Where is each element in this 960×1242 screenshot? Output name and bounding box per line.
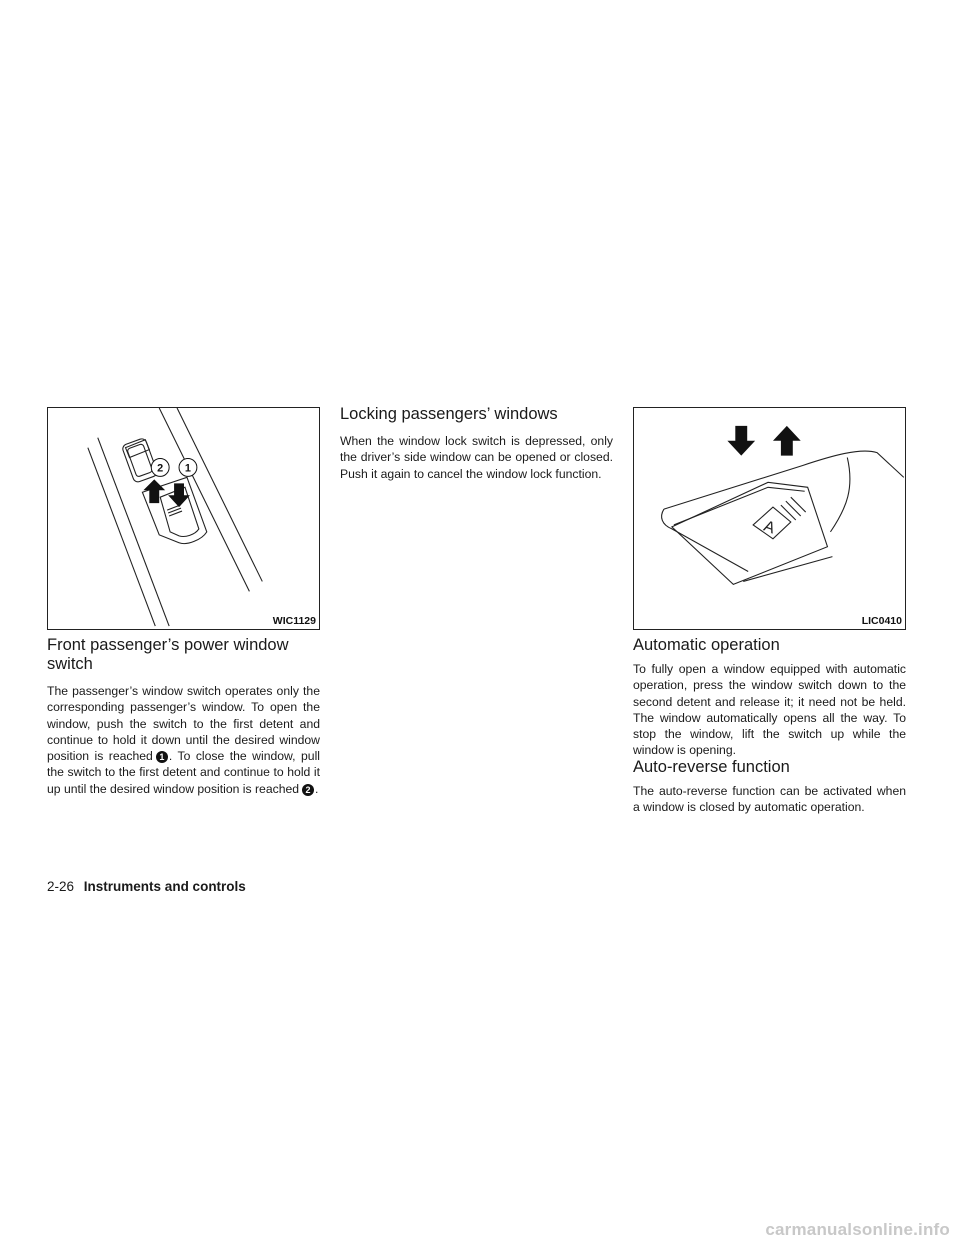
- heading-automatic-operation: Automatic operation: [633, 636, 780, 654]
- window-switch-illustration: [48, 408, 319, 629]
- svg-text:2: 2: [157, 462, 164, 475]
- svg-text:1: 1: [184, 462, 191, 475]
- paragraph-auto-reverse: The auto-reverse function can be activated when a window is closed by automatic operation.: [633, 784, 906, 815]
- auto-window-switch-illustration: [634, 408, 905, 629]
- heading-front-passenger-switch: Front passenger’s power window switch: [47, 636, 289, 673]
- svg-text:A: A: [761, 517, 778, 538]
- paragraph-front-passenger-switch: The passenger’s window switch operates only the corresponding passenger’s window. To open the window, push the switch to the first detent and continue to hold it down until the desired window position is reached 1 . To close the window, pull the switch to the first detent and continue to hold it up until the desired window position is reached 2 .: [47, 684, 320, 796]
- arrow-down-icon: [727, 426, 755, 456]
- arrow-down-icon: [168, 483, 190, 507]
- section-title: Instruments and controls: [83, 879, 246, 894]
- paragraph-automatic-operation: To fully open a window equipped with automatic operation, press the window switch down to the second detent and release it; it need not be held. The window automatically opens all the way. To stop the window, lift the switch up while the window is opening.: [633, 662, 906, 758]
- paragraph-locking-windows: When the window lock switch is depressed, only the driver’s side window can be opened or closed. Push it again to cancel the window lock function.: [340, 434, 613, 481]
- arrow-up-icon: [773, 426, 801, 456]
- figure-code: LIC0410: [861, 615, 902, 627]
- page-number: 2-26: [47, 879, 75, 894]
- heading-locking-windows: Locking passengers’ windows: [340, 405, 558, 423]
- right-figure: [633, 407, 906, 630]
- callout-ref-1: 1: [156, 751, 168, 763]
- callout-2: [151, 459, 169, 477]
- heading-auto-reverse: Auto-reverse function: [633, 758, 790, 776]
- left-figure: [47, 407, 320, 630]
- figure-code: WIC1129: [272, 615, 316, 627]
- callout-ref-2: 2: [302, 784, 314, 796]
- watermark: carmanualsonline.info: [765, 1220, 950, 1239]
- page-footer: [47, 879, 246, 894]
- callout-1: [179, 459, 197, 477]
